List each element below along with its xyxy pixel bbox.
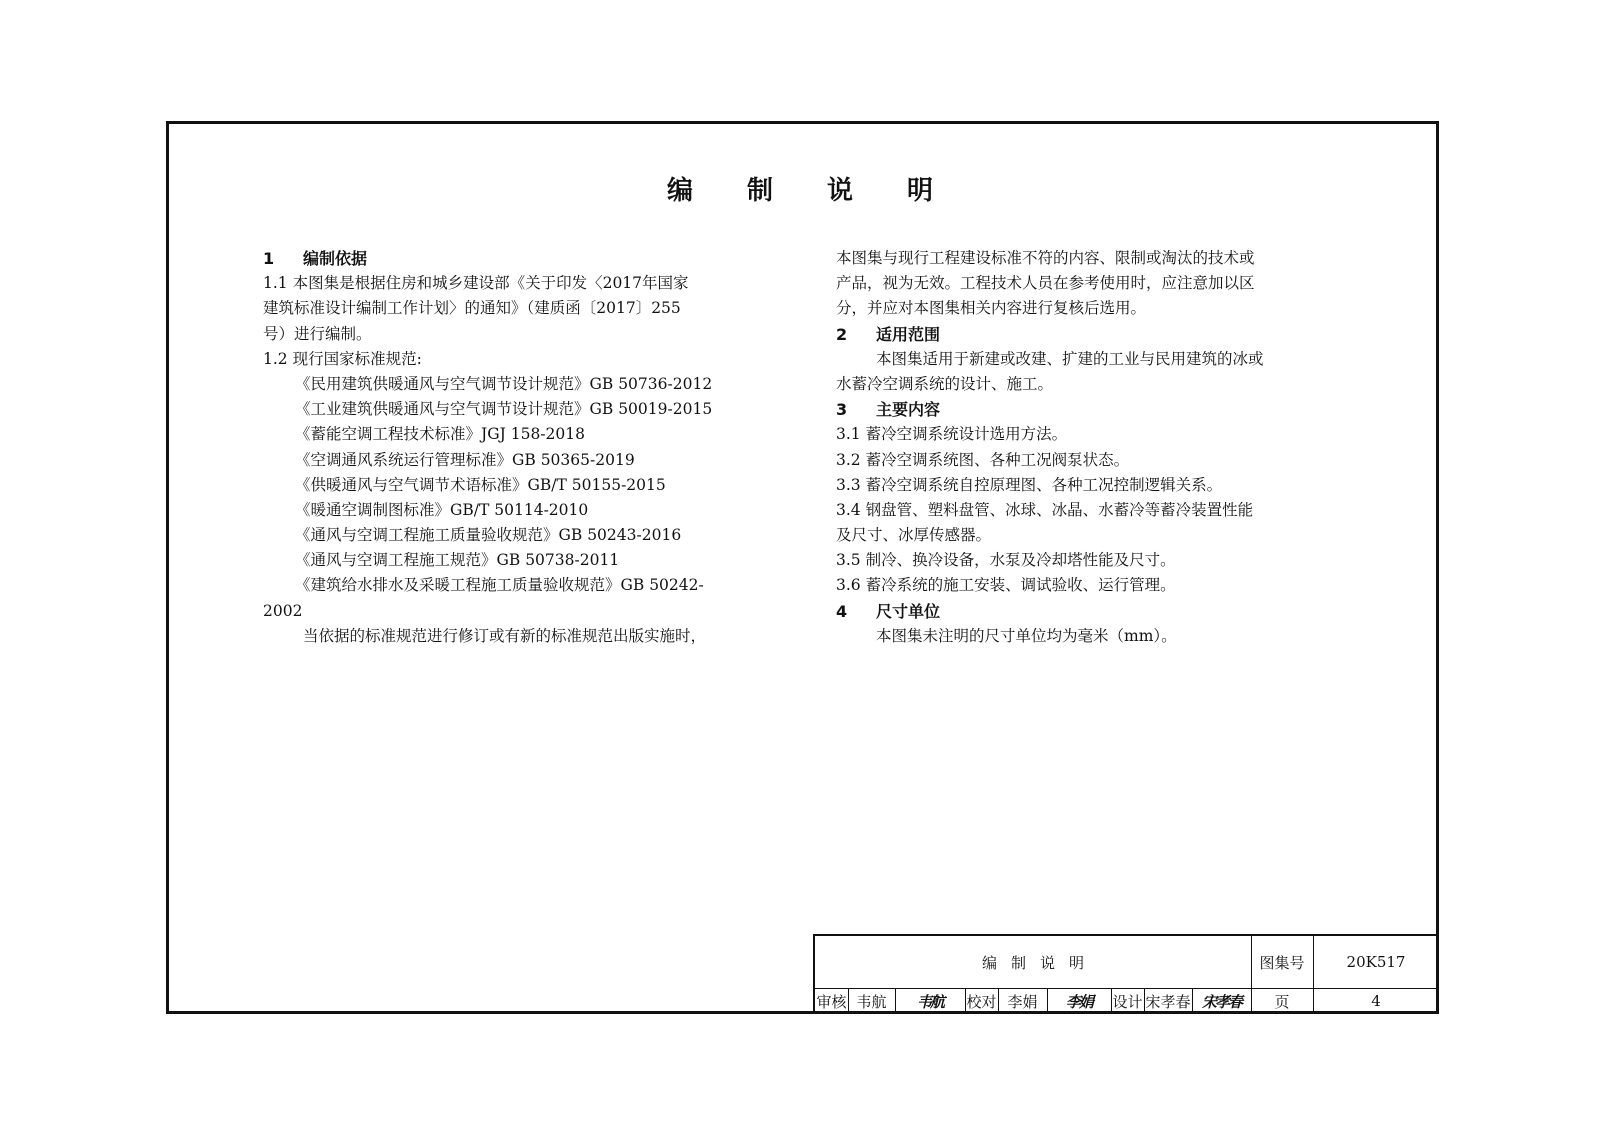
check-label: 校对	[966, 992, 997, 1011]
section-heading	[836, 322, 1356, 347]
paragraph-line: 当依据的标准规范进行修订或有新的标准规范出版实施时，	[303, 626, 707, 645]
reviewer-signature: 韦航	[916, 992, 943, 1011]
text-line: 1.2 现行国家标准规范:	[263, 349, 422, 368]
text-line: 3.5 制冷、换冷设备，水泵及冷却塔性能及尺寸。	[836, 551, 1176, 570]
section-number: 1	[263, 249, 275, 268]
text-line: 水蓄冷空调系统的设计、施工。	[836, 374, 1054, 393]
paragraph-line: 本图集适用于新建或改建、扩建的工业与民用建筑的冰或	[876, 349, 1264, 368]
standard-item: 《供暖通风与空气调节术语标准》GB/T 50155-2015	[295, 475, 666, 494]
text-line: 3.1 蓄冷空调系统设计选用方法。	[836, 425, 1068, 444]
text-line: 及尺寸、冰厚传感器。	[836, 526, 992, 545]
atlas-label: 图集号	[1259, 953, 1305, 972]
section-heading	[836, 599, 1356, 624]
checker-signature: 李娟	[1065, 992, 1092, 1011]
title-block	[813, 934, 1439, 1014]
section-title: 编制依据	[303, 249, 368, 268]
text-line: 3.6 蓄冷系统的施工安装、调试验收、运行管理。	[836, 576, 1176, 595]
section-number: 2	[836, 324, 848, 344]
page-number: 4	[1371, 992, 1381, 1010]
text-line: 2002	[263, 601, 303, 620]
design-label: 设计	[1112, 992, 1143, 1011]
text-line: 分，并应对本图集相关内容进行复核后选用。	[836, 299, 1147, 318]
standard-item: 《民用建筑供暖通风与空气调节设计规范》GB 50736-2012	[295, 374, 713, 393]
standard-item: 《建筑给水排水及采暖工程施工质量验收规范》GB 50242-	[295, 576, 704, 595]
standard-item: 《蓄能空调工程技术标准》JGJ 158-2018	[295, 425, 586, 444]
section-number: 3	[836, 400, 848, 420]
section-number: 4	[836, 601, 848, 621]
title-block-title: 编 制 说 明	[981, 953, 1085, 972]
section-title: 主要内容	[876, 400, 941, 420]
section-title: 尺寸单位	[876, 601, 941, 621]
review-label: 审核	[816, 992, 847, 1011]
standard-item: 《空调通风系统运行管理标准》GB 50365-2019	[295, 450, 635, 469]
standard-item: 《工业建筑供暖通风与空气调节设计规范》GB 50019-2015	[295, 400, 713, 419]
reviewer-name: 韦航	[856, 992, 887, 1011]
text-line: 1.1 本图集是根据住房和城乡建设部《关于印发〈2017年国家	[263, 274, 689, 293]
page-title: 编 制 说 明	[666, 176, 934, 206]
designer-name: 宋孝春	[1145, 992, 1191, 1011]
text-line: 建筑标准设计编制工作计划〉的通知》（建质函〔2017〕255	[263, 299, 681, 318]
text-line: 号）进行编制。	[263, 324, 372, 343]
section-title: 适用范围	[876, 324, 941, 344]
standard-item: 《暖通空调制图标准》GB/T 50114-2010	[295, 500, 589, 519]
text-line: 3.2 蓄冷空调系统图、各种工况阀泵状态。	[836, 450, 1130, 469]
right-column	[836, 246, 1356, 649]
text-line: 本图集与现行工程建设标准不符的内容、限制或淘汰的技术或	[836, 249, 1255, 267]
text-line: 产品，视为无效。工程技术人员在参考使用时，应注意加以区	[836, 274, 1255, 293]
atlas-number: 20K517	[1346, 953, 1406, 971]
section-heading	[836, 397, 1356, 422]
standard-item: 《通风与空调工程施工质量验收规范》GB 50243-2016	[295, 526, 682, 545]
left-column	[263, 246, 773, 649]
checker-name: 李娟	[1007, 992, 1038, 1011]
page-label: 页	[1274, 992, 1290, 1011]
paragraph-line: 本图集未注明的尺寸单位均为毫米（mm）。	[876, 626, 1177, 645]
text-line: 3.3 蓄冷空调系统自控原理图、各种工况控制逻辑关系。	[836, 475, 1223, 494]
standard-item: 《通风与空调工程施工规范》GB 50738-2011	[295, 551, 620, 570]
section-heading	[263, 246, 773, 271]
designer-signature: 宋孝春	[1201, 992, 1241, 1011]
text-line: 3.4 钢盘管、塑料盘管、冰球、冰晶、水蓄冷等蓄冷装置性能	[836, 500, 1254, 519]
